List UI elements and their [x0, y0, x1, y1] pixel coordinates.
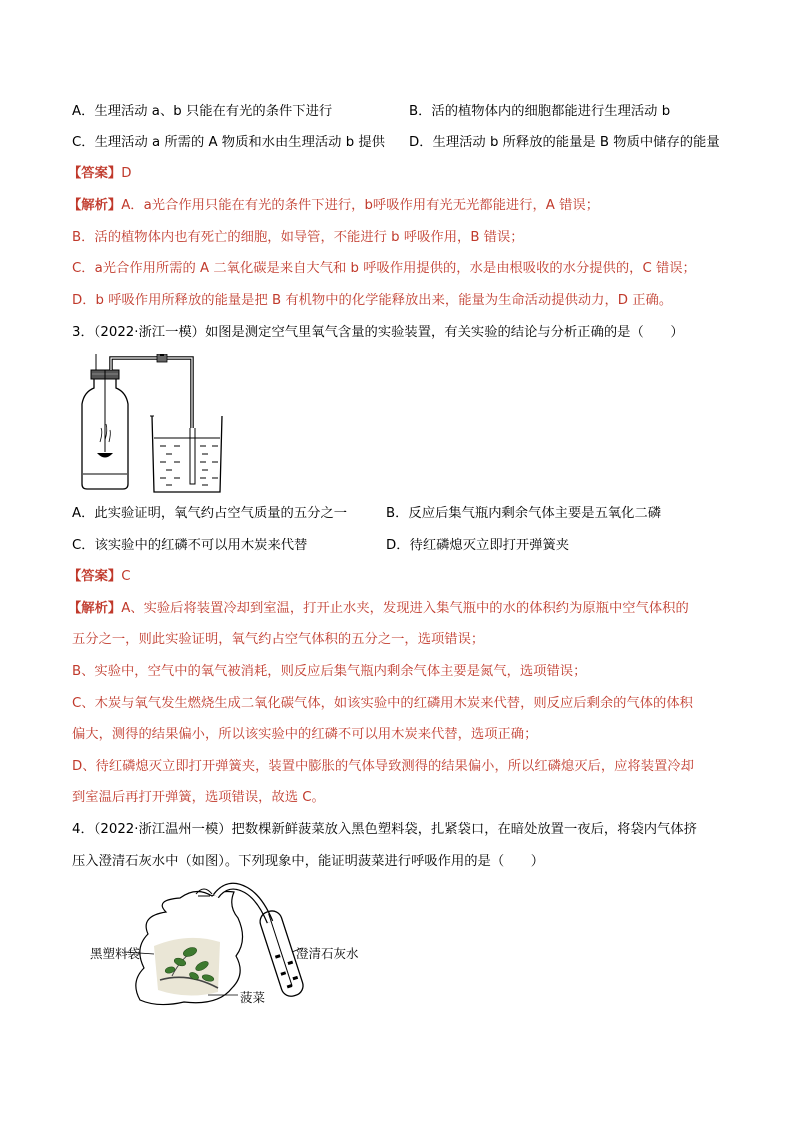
- q3-analysis-line: 到室温后再打开弹簧，选项错误，故选 C。: [72, 790, 325, 805]
- q2-analysis-line: [68, 196, 599, 216]
- q3-analysis-line: B、实验中，空气中的氧气被消耗，则反应后集气瓶内剩余气体主要是氮气，选项错误；: [72, 664, 587, 679]
- analysis-text: A．a光合作用只能在有光的条件下进行，b呼吸作用有光无光都能进行，A 错误；: [121, 198, 599, 213]
- q2-option-d: D．生理活动 b 所释放的能量是 B 物质中储存的能量: [409, 135, 720, 150]
- analysis-text: A、实验后将装置冷却到室温，打开止水夹，发现进入集气瓶中的水的体积约为原瓶中空气体积的: [121, 601, 689, 616]
- q3-option-b: B．反应后集气瓶内剩余气体主要是五氧化二磷: [386, 506, 662, 521]
- q4-stem: 4．（2022·浙江温州一模）把数棵新鲜菠菜放入黑色塑料袋，扎紧袋口，在暗处放置一夜后，将袋内气体挤: [72, 822, 697, 837]
- figure-label-limewater: 澄清石灰水: [296, 946, 359, 961]
- analysis-tag: 【解析】: [68, 198, 122, 213]
- q3-analysis-line: C、木炭与氧气发生燃烧生成二氧化碳气体，如该实验中的红磷用木炭来代替，则反应后剩余的气体的体积: [72, 696, 693, 711]
- q3-answer: [68, 567, 130, 587]
- q3-analysis-line: [68, 599, 689, 619]
- answer-value: C: [121, 569, 131, 584]
- q2-analysis-line: C．a光合作用所需的 A 二氧化碳是来自大气和 b 呼吸作用提供的，水是由根吸收的水分提供的，C 错误；: [72, 261, 696, 276]
- q2-answer: [68, 164, 131, 184]
- q3-analysis-line: D、待红磷熄灭立即打开弹簧夹，装置中膨胀的气体导致测得的结果偏小，所以红磷熄灭后，应将装置冷却: [72, 759, 694, 774]
- answer-tag: 【答案】: [68, 569, 122, 584]
- q2-analysis-line: D．b 呼吸作用所释放的能量是把 B 有机物中的化学能释放出来，能量为生命活动提供动力，D 正确。: [72, 293, 673, 308]
- q2-analysis-line: B．活的植物体内也有死亡的细胞，如导管，不能进行 b 呼吸作用，B 错误；: [72, 230, 524, 245]
- analysis-tag: 【解析】: [68, 601, 122, 616]
- answer-tag: 【答案】: [68, 166, 122, 181]
- q4-stem: 压入澄清石灰水中（如图）。下列现象中，能证明菠菜进行呼吸作用的是（ ）: [72, 854, 545, 869]
- q3-option-c: C．该实验中的红磷不可以用木炭来代替: [72, 538, 308, 553]
- q2-option-c: C．生理活动 a 所需的 A 物质和水由生理活动 b 提供: [72, 135, 385, 150]
- q2-option-b: B．活的植物体内的细胞都能进行生理活动 b: [409, 104, 671, 119]
- q2-option-a: A．生理活动 a、b 只能在有光的条件下进行: [72, 104, 333, 119]
- q3-analysis-line: 五分之一，则此实验证明，氧气约占空气体积的五分之一，选项错误；: [72, 632, 485, 647]
- figure-label-bag: 黑塑料袋: [90, 946, 141, 961]
- q3-analysis-line: 偏大，测得的结果偏小，所以该实验中的红磷不可以用木炭来代替，选项正确；: [72, 727, 538, 742]
- q3-stem: 3．（2022·浙江一模）如图是测定空气里氧气含量的实验装置，有关实验的结论与分析正确的是（ ）: [72, 325, 684, 340]
- answer-value: D: [121, 166, 132, 181]
- q3-option-a: A．此实验证明，氧气约占空气质量的五分之一: [72, 506, 348, 521]
- oxygen-apparatus-figure: [74, 354, 244, 496]
- figure-label-spinach: 菠菜: [240, 990, 266, 1005]
- q3-option-d: D．待红磷熄灭立即打开弹簧夹: [386, 538, 570, 553]
